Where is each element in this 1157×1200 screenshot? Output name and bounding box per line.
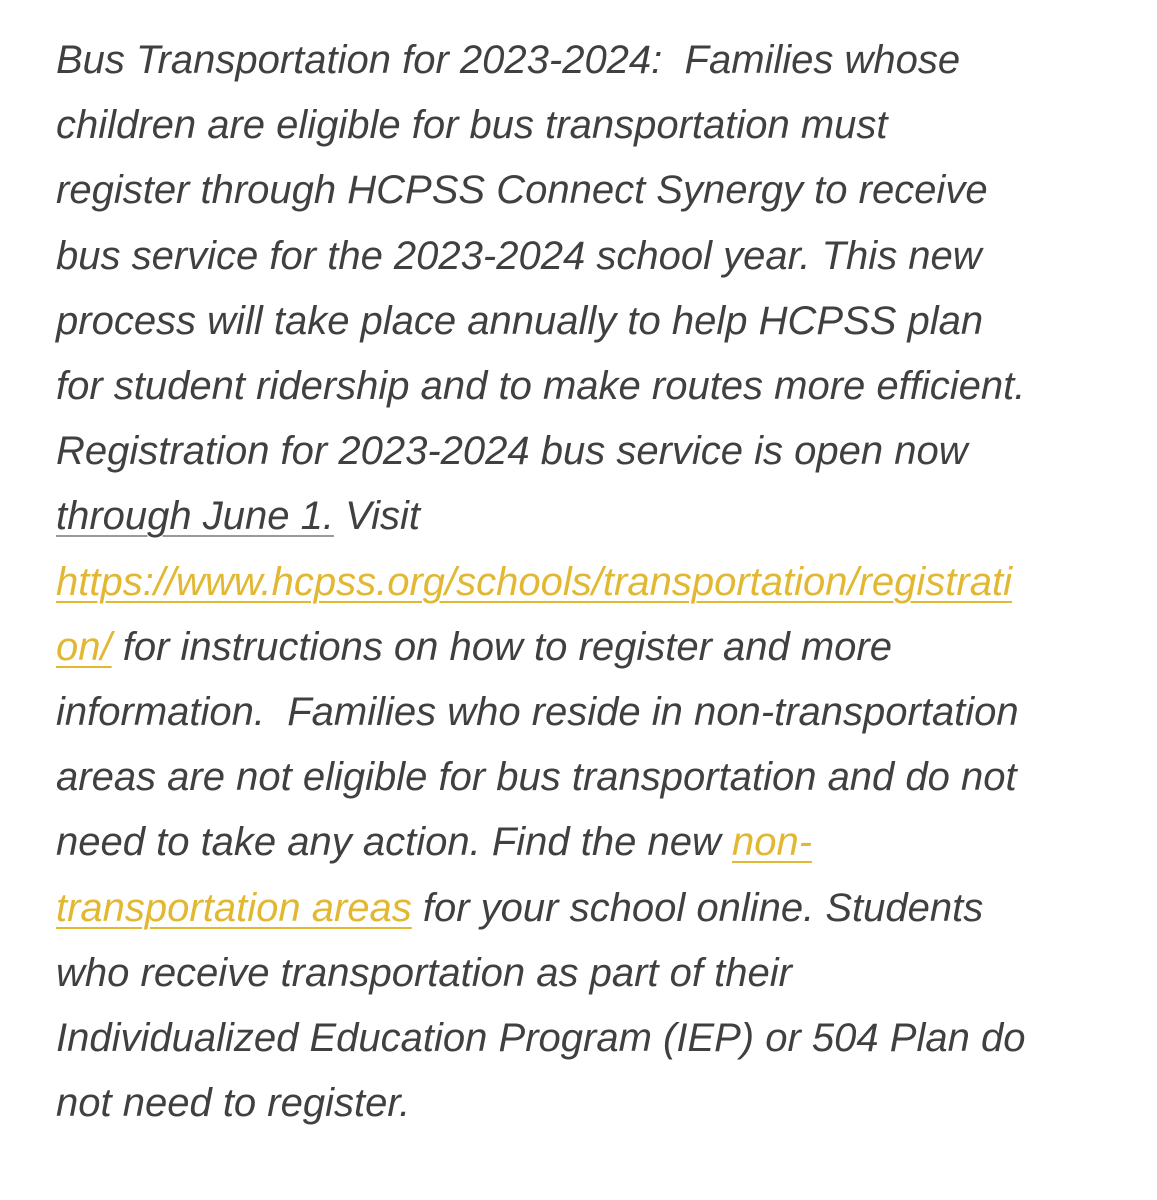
notice-line-1: Bus Transportation for 2023-2024: Families whose: [56, 38, 961, 82]
notice-line-3: register through HCPSS Connect Synergy to receive: [56, 168, 988, 213]
after-url-text: for instructions on how to register and more: [111, 624, 892, 669]
bus-transportation-notice: [56, 28, 1116, 1136]
notice-line-6: for student ridership and to make routes more efficient.: [56, 364, 1026, 409]
before-nta-link-text: need to take any action. Find the new: [56, 820, 732, 865]
notice-line-13: [56, 810, 1116, 875]
non-transportation-areas-link-part1[interactable]: non-: [732, 820, 813, 865]
notice-line-2: children are eligible for bus transportation must: [56, 103, 888, 148]
registration-url-link-part1[interactable]: https://www.hcpss.org/schools/transportation/registrati: [56, 559, 1012, 604]
notice-line-14: [56, 876, 1116, 941]
after-nta-link-text: for your school online. Students: [411, 885, 984, 930]
notice-line-7: Registration for 2023-2024 bus service is open now: [56, 429, 968, 474]
notice-line-4: bus service for the 2023-2024 school year. This new: [56, 233, 982, 278]
visit-text: Visit: [334, 494, 420, 539]
notice-line-5: process will take place annually to help HCPSS plan: [56, 298, 984, 343]
registration-deadline-link[interactable]: through June 1.: [56, 494, 334, 539]
notice-line-10: [56, 615, 1116, 680]
notice-line-17: not need to register.: [56, 1081, 411, 1126]
notice-line-11: information. Families who reside in non-transportation: [56, 690, 1019, 735]
notice-line-8: [56, 484, 1116, 549]
notice-line-9: [56, 550, 1116, 615]
notice-line-16: Individualized Education Program (IEP) or 504 Plan do: [56, 1016, 1026, 1061]
notice-line-15: who receive transportation as part of their: [56, 950, 792, 995]
registration-url-link-part2[interactable]: on/: [56, 624, 112, 669]
non-transportation-areas-link-part2[interactable]: transportation areas: [56, 885, 412, 930]
notice-line-12: areas are not eligible for bus transportation and do not: [56, 755, 1017, 800]
